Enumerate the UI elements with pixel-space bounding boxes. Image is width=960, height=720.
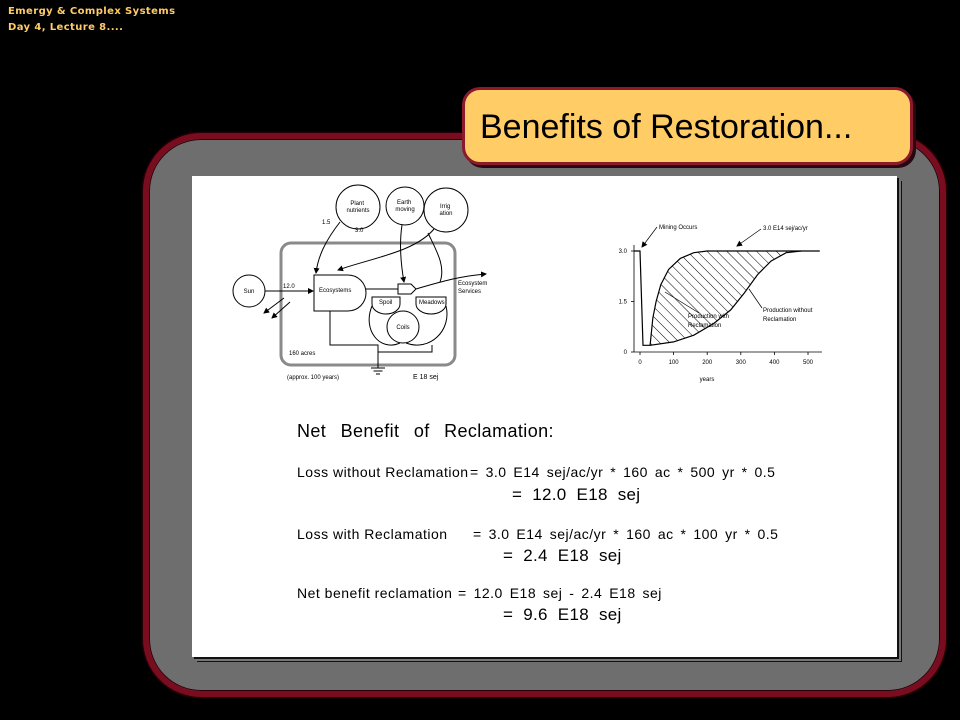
spoil-label: Spoil (379, 300, 393, 306)
x-tick-label: 100 (668, 360, 679, 366)
row-label-loss-with: Loss with Reclamation (297, 526, 448, 542)
meadows-label: Meadows (419, 300, 445, 306)
plant-nutrients-source (336, 185, 380, 229)
without-line1: Production without (763, 308, 813, 314)
y-tick-label: 3.0 (618, 249, 627, 255)
row-expression-loss-with: = 3.0 E14 sej/ac/yr * 160 ac * 100 yr * 0.5 (473, 526, 779, 542)
with-line2: Reclamation (688, 323, 722, 329)
mining-pointer (642, 227, 657, 247)
irrigation-flow-2 (428, 233, 442, 282)
units-label: E 18 sej (413, 374, 439, 381)
slide-title: Benefits of Restoration... (480, 108, 853, 146)
sun-flow-value: 12.0 (283, 284, 295, 290)
area-label: 160 acres (289, 351, 316, 357)
energy-systems-diagram (233, 185, 489, 381)
irrigation-source (424, 188, 468, 232)
irrigation-line1: Irrig (439, 204, 451, 210)
earth-moving-flow (401, 225, 404, 282)
row-expression-net-benefit: = 12.0 E18 sej - 2.4 E18 sej (458, 585, 662, 601)
ecosystems-label: Ecosystems (319, 288, 352, 294)
earth-moving-source (386, 187, 424, 225)
row-expression-loss-without: = 3.0 E14 sej/ac/yr * 160 ac * 500 yr * 0.5 (470, 464, 776, 480)
x-tick-label: 400 (769, 360, 780, 366)
lecture-info: Day 4, Lecture 8.... (8, 22, 124, 33)
x-tick-label: 0 (638, 360, 642, 366)
without-line2: Reclamation (763, 317, 797, 323)
heat-sink-path (330, 311, 378, 368)
x-axis-label: years (699, 377, 715, 383)
y-tick-label: 0 (623, 350, 627, 356)
earth-flow-value: 3.0 (355, 228, 364, 234)
x-tick-label: 500 (802, 360, 814, 366)
mining-annotation: Mining Occurs (659, 225, 698, 231)
plant-nutrients-flow (316, 222, 340, 273)
row-result-net-benefit: = 9.6 E18 sej (503, 605, 622, 624)
duration-label: (approx. 100 years) (287, 375, 340, 381)
x-tick-label: 300 (735, 360, 746, 366)
plateau-pointer (737, 229, 761, 246)
plant-nutrients-line1: Plant (350, 201, 365, 207)
row-label-net-benefit: Net benefit reclamation (297, 585, 453, 601)
ground-sink-icon (371, 368, 385, 374)
ecosystem-services-label (458, 281, 489, 295)
plateau-annotation: 3.0 E14 sej/ac/yr (763, 226, 808, 232)
x-tick-label: 200 (702, 360, 713, 366)
interaction-symbol (398, 284, 416, 294)
content-panel (192, 176, 897, 657)
earth-moving-line2: moving (395, 207, 415, 213)
heat-sink-path-2 (378, 345, 432, 352)
earth-moving-label (395, 200, 414, 213)
irrigation-line2: ation (439, 211, 453, 217)
row-result-loss-with: = 2.4 E18 sej (503, 546, 622, 565)
plant-flow-value: 1.5 (322, 220, 331, 226)
services-line1: Ecosystem (458, 281, 488, 287)
restoration-graph (619, 225, 822, 383)
services-line2: Services (458, 289, 482, 295)
calculation-heading: Net Benefit of Reclamation: (297, 421, 554, 441)
without-pointer (749, 289, 762, 308)
row-label-loss-without: Loss without Reclamation (297, 464, 469, 480)
irrigation-flow (338, 229, 434, 270)
with-line1: Production with (688, 314, 730, 320)
course-title: Emergy & Complex Systems (8, 6, 176, 17)
slide-title-box (462, 87, 913, 165)
irrigation-label (439, 204, 452, 217)
earth-moving-line1: Earth (396, 200, 412, 206)
plant-nutrients-line2: nutrients (346, 208, 370, 214)
row-result-loss-without: = 12.0 E18 sej (512, 485, 641, 504)
coils-label: Coils (396, 325, 410, 331)
y-tick-label: 1.5 (618, 299, 627, 306)
label-without-reclamation (763, 308, 814, 323)
sun-label: Sun (243, 289, 255, 295)
